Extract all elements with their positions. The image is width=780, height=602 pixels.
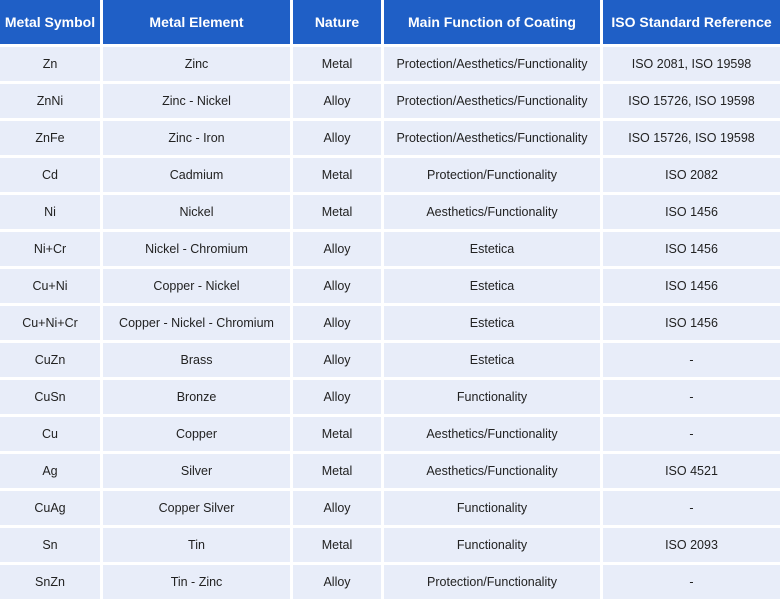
cell-element: Copper - Nickel (103, 269, 290, 303)
header-nature: Nature (293, 0, 381, 44)
cell-iso: - (603, 491, 780, 525)
cell-symbol: Cu (0, 417, 100, 451)
cell-function: Estetica (384, 343, 600, 377)
cell-element: Bronze (103, 380, 290, 414)
cell-function: Aesthetics/Functionality (384, 417, 600, 451)
cell-function: Protection/Functionality (384, 158, 600, 192)
cell-function: Aesthetics/Functionality (384, 195, 600, 229)
cell-symbol: ZnNi (0, 84, 100, 118)
cell-nature: Metal (293, 195, 381, 229)
cell-iso: ISO 4521 (603, 454, 780, 488)
cell-function: Functionality (384, 528, 600, 562)
cell-element: Zinc (103, 47, 290, 81)
cell-symbol: Cu+Ni+Cr (0, 306, 100, 340)
cell-element: Copper Silver (103, 491, 290, 525)
cell-element: Tin - Zinc (103, 565, 290, 599)
cell-element: Zinc - Nickel (103, 84, 290, 118)
cell-function: Estetica (384, 269, 600, 303)
table-row (0, 380, 780, 414)
cell-element: Cadmium (103, 158, 290, 192)
cell-function: Functionality (384, 380, 600, 414)
cell-symbol: ZnFe (0, 121, 100, 155)
cell-function: Aesthetics/Functionality (384, 454, 600, 488)
table-row (0, 565, 780, 599)
table-row (0, 232, 780, 266)
cell-nature: Metal (293, 528, 381, 562)
table-row (0, 121, 780, 155)
cell-symbol: Cu+Ni (0, 269, 100, 303)
table-row (0, 84, 780, 118)
cell-nature: Alloy (293, 380, 381, 414)
table-row (0, 528, 780, 562)
cell-symbol: Zn (0, 47, 100, 81)
cell-element: Copper (103, 417, 290, 451)
cell-nature: Metal (293, 47, 381, 81)
cell-symbol: Cd (0, 158, 100, 192)
cell-iso: ISO 15726, ISO 19598 (603, 84, 780, 118)
table-row (0, 306, 780, 340)
cell-nature: Alloy (293, 269, 381, 303)
header-main-function: Main Function of Coating (384, 0, 600, 44)
header-metal-symbol: Metal Symbol (0, 0, 100, 44)
cell-nature: Metal (293, 417, 381, 451)
table-body (0, 47, 780, 599)
header-iso-reference: ISO Standard Reference (603, 0, 780, 44)
cell-iso: ISO 2093 (603, 528, 780, 562)
table-row (0, 491, 780, 525)
cell-function: Protection/Functionality (384, 565, 600, 599)
cell-iso: - (603, 417, 780, 451)
cell-iso: - (603, 565, 780, 599)
cell-iso: ISO 1456 (603, 232, 780, 266)
cell-element: Zinc - Iron (103, 121, 290, 155)
cell-iso: - (603, 343, 780, 377)
cell-function: Protection/Aesthetics/Functionality (384, 121, 600, 155)
cell-iso: ISO 1456 (603, 306, 780, 340)
cell-nature: Alloy (293, 84, 381, 118)
table-row (0, 269, 780, 303)
cell-nature: Alloy (293, 343, 381, 377)
cell-symbol: CuSn (0, 380, 100, 414)
table-row (0, 417, 780, 451)
table-header-row (0, 0, 780, 44)
cell-element: Nickel (103, 195, 290, 229)
cell-function: Estetica (384, 232, 600, 266)
cell-iso: ISO 2082 (603, 158, 780, 192)
cell-symbol: Sn (0, 528, 100, 562)
cell-symbol: Ni+Cr (0, 232, 100, 266)
cell-function: Functionality (384, 491, 600, 525)
cell-element: Brass (103, 343, 290, 377)
table-row (0, 454, 780, 488)
cell-function: Protection/Aesthetics/Functionality (384, 47, 600, 81)
cell-nature: Alloy (293, 232, 381, 266)
table-row (0, 195, 780, 229)
cell-iso: ISO 1456 (603, 195, 780, 229)
cell-function: Protection/Aesthetics/Functionality (384, 84, 600, 118)
cell-symbol: SnZn (0, 565, 100, 599)
cell-nature: Alloy (293, 306, 381, 340)
cell-iso: ISO 15726, ISO 19598 (603, 121, 780, 155)
cell-nature: Alloy (293, 565, 381, 599)
table-row (0, 158, 780, 192)
cell-element: Silver (103, 454, 290, 488)
cell-iso: ISO 2081, ISO 19598 (603, 47, 780, 81)
cell-nature: Metal (293, 158, 381, 192)
cell-symbol: Ni (0, 195, 100, 229)
cell-element: Copper - Nickel - Chromium (103, 306, 290, 340)
cell-nature: Alloy (293, 491, 381, 525)
header-metal-element: Metal Element (103, 0, 290, 44)
cell-nature: Alloy (293, 121, 381, 155)
cell-symbol: CuZn (0, 343, 100, 377)
cell-element: Nickel - Chromium (103, 232, 290, 266)
cell-iso: - (603, 380, 780, 414)
cell-function: Estetica (384, 306, 600, 340)
cell-symbol: Ag (0, 454, 100, 488)
cell-element: Tin (103, 528, 290, 562)
cell-nature: Metal (293, 454, 381, 488)
cell-symbol: CuAg (0, 491, 100, 525)
cell-iso: ISO 1456 (603, 269, 780, 303)
table-row (0, 343, 780, 377)
table-row (0, 47, 780, 81)
